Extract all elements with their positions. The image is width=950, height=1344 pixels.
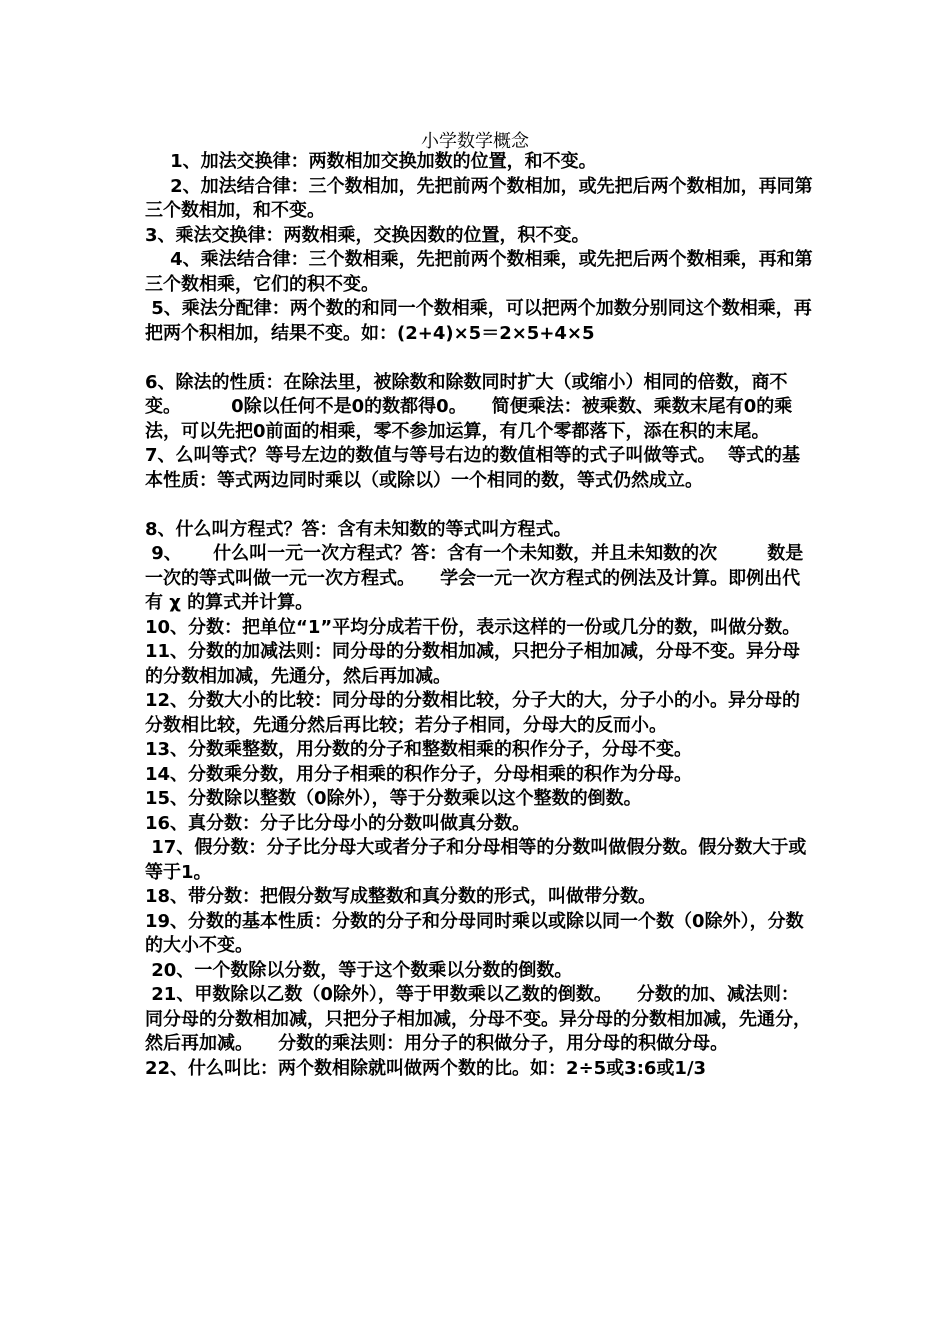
paragraph-11: 11、分数的加减法则：同分母的分数相加减，只把分子相加减，分母不变。异分母的分数相加减，先通分，然后再加减。 — [145, 641, 801, 687]
paragraph-10: 10、分数：把单位“1”平均分成若干份，表示这样的一份或几分的数，叫做分数。 — [145, 616, 801, 638]
paragraph-9: 9、 什么叫一元一次方程式？答：含有一个未知数，并且未知数的次 数是一次的等式叫做一元一次方程式。 学会一元一次方程式的例法及计算。即例出代有 χ 的算式并计算。 — [145, 543, 804, 613]
paragraph-6: 6、除法的性质：在除法里，被除数和除数同时扩大（或缩小）相同的倍数，商不变。 0除以任何不是0的数都得0。 简便乘法：被乘数、乘数末尾有0的乘法，可以先把0前面的相乘，零不参加运算，有几个零都落下，添在积的末尾。 — [145, 371, 793, 442]
blank-line — [145, 493, 815, 518]
paragraph-2: 2、加法结合律：三个数相加，先把前两个数相加，或先把后两个数相加，再同第三个数相加，和不变。 — [145, 175, 813, 221]
paragraph-12: 12、分数大小的比较：同分母的分数相比较，分子大的大，分子小的小。异分母的分数相比较，先通分然后再比较；若分子相同，分母大的反而小。 — [145, 690, 801, 736]
paragraph-3: 3、乘法交换律：两数相乘，交换因数的位置，积不变。 — [145, 224, 590, 246]
paragraph-4: 4、乘法结合律：三个数相乘，先把前两个数相乘，或先把后两个数相乘，再和第三个数相乘，它们的积不变。 — [145, 249, 813, 295]
paragraph-18: 18、带分数：把假分数写成整数和真分数的形式，叫做带分数。 — [145, 886, 657, 907]
paragraph-16: 16、真分数：分子比分母小的分数叫做真分数。 — [145, 812, 531, 834]
paragraph-1: 1、加法交换律：两数相加交换加数的位置，和不变。 — [145, 151, 597, 172]
paragraph-21: 21、甲数除以乙数（0除外），等于甲数乘以乙数的倒数。 分数的加、减法则：同分母的分数相加减，只把分子相加减，分母不变。异分母的分数相加减，先通分，然后再加减。 分数的乘法则：用分子的积做分子，用分母的积做分母。 — [145, 984, 811, 1054]
paragraph-5: 5、乘法分配律：两个数的和同一个数相乘，可以把两个加数分别同这个数相乘，再把两个积相加，结果不变。如：(2+4)×5＝2×5+4×5 — [145, 298, 812, 344]
document-body — [145, 150, 815, 1081]
paragraph-7: 7、么叫等式？等号左边的数值与等号右边的数值相等的式子叫做等式。 等式的基本性质：等式两边同时乘以（或除以）一个相同的数，等式仍然成立。 — [145, 445, 801, 491]
paragraph-13: 13、分数乘整数，用分数的分子和整数相乘的积作分子，分母不变。 — [145, 739, 693, 760]
paragraph-15: 15、分数除以整数（0除外），等于分数乘以这个整数的倒数。 — [145, 788, 642, 809]
paragraph-22: 22、什么叫比：两个数相除就叫做两个数的比。如：2÷5或3:6或1/3 — [145, 1057, 707, 1079]
paragraph-20: 20、一个数除以分数，等于这个数乘以分数的倒数。 — [145, 959, 573, 981]
paragraph-17: 17、假分数：分子比分母大或者分子和分母相等的分数叫做假分数。假分数大于或等于1。 — [145, 837, 807, 883]
page-title: 小学数学概念 — [421, 131, 529, 152]
paragraph-19: 19、分数的基本性质：分数的分子和分母同时乘以或除以同一个数（0除外），分数的大小不变。 — [145, 910, 804, 956]
blank-line — [145, 346, 815, 371]
paragraph-14: 14、分数乘分数，用分子相乘的积作分子，分母相乘的积作为分母。 — [145, 763, 693, 785]
paragraph-8: 8、什么叫方程式？答：含有未知数的等式叫方程式。 — [145, 518, 572, 540]
